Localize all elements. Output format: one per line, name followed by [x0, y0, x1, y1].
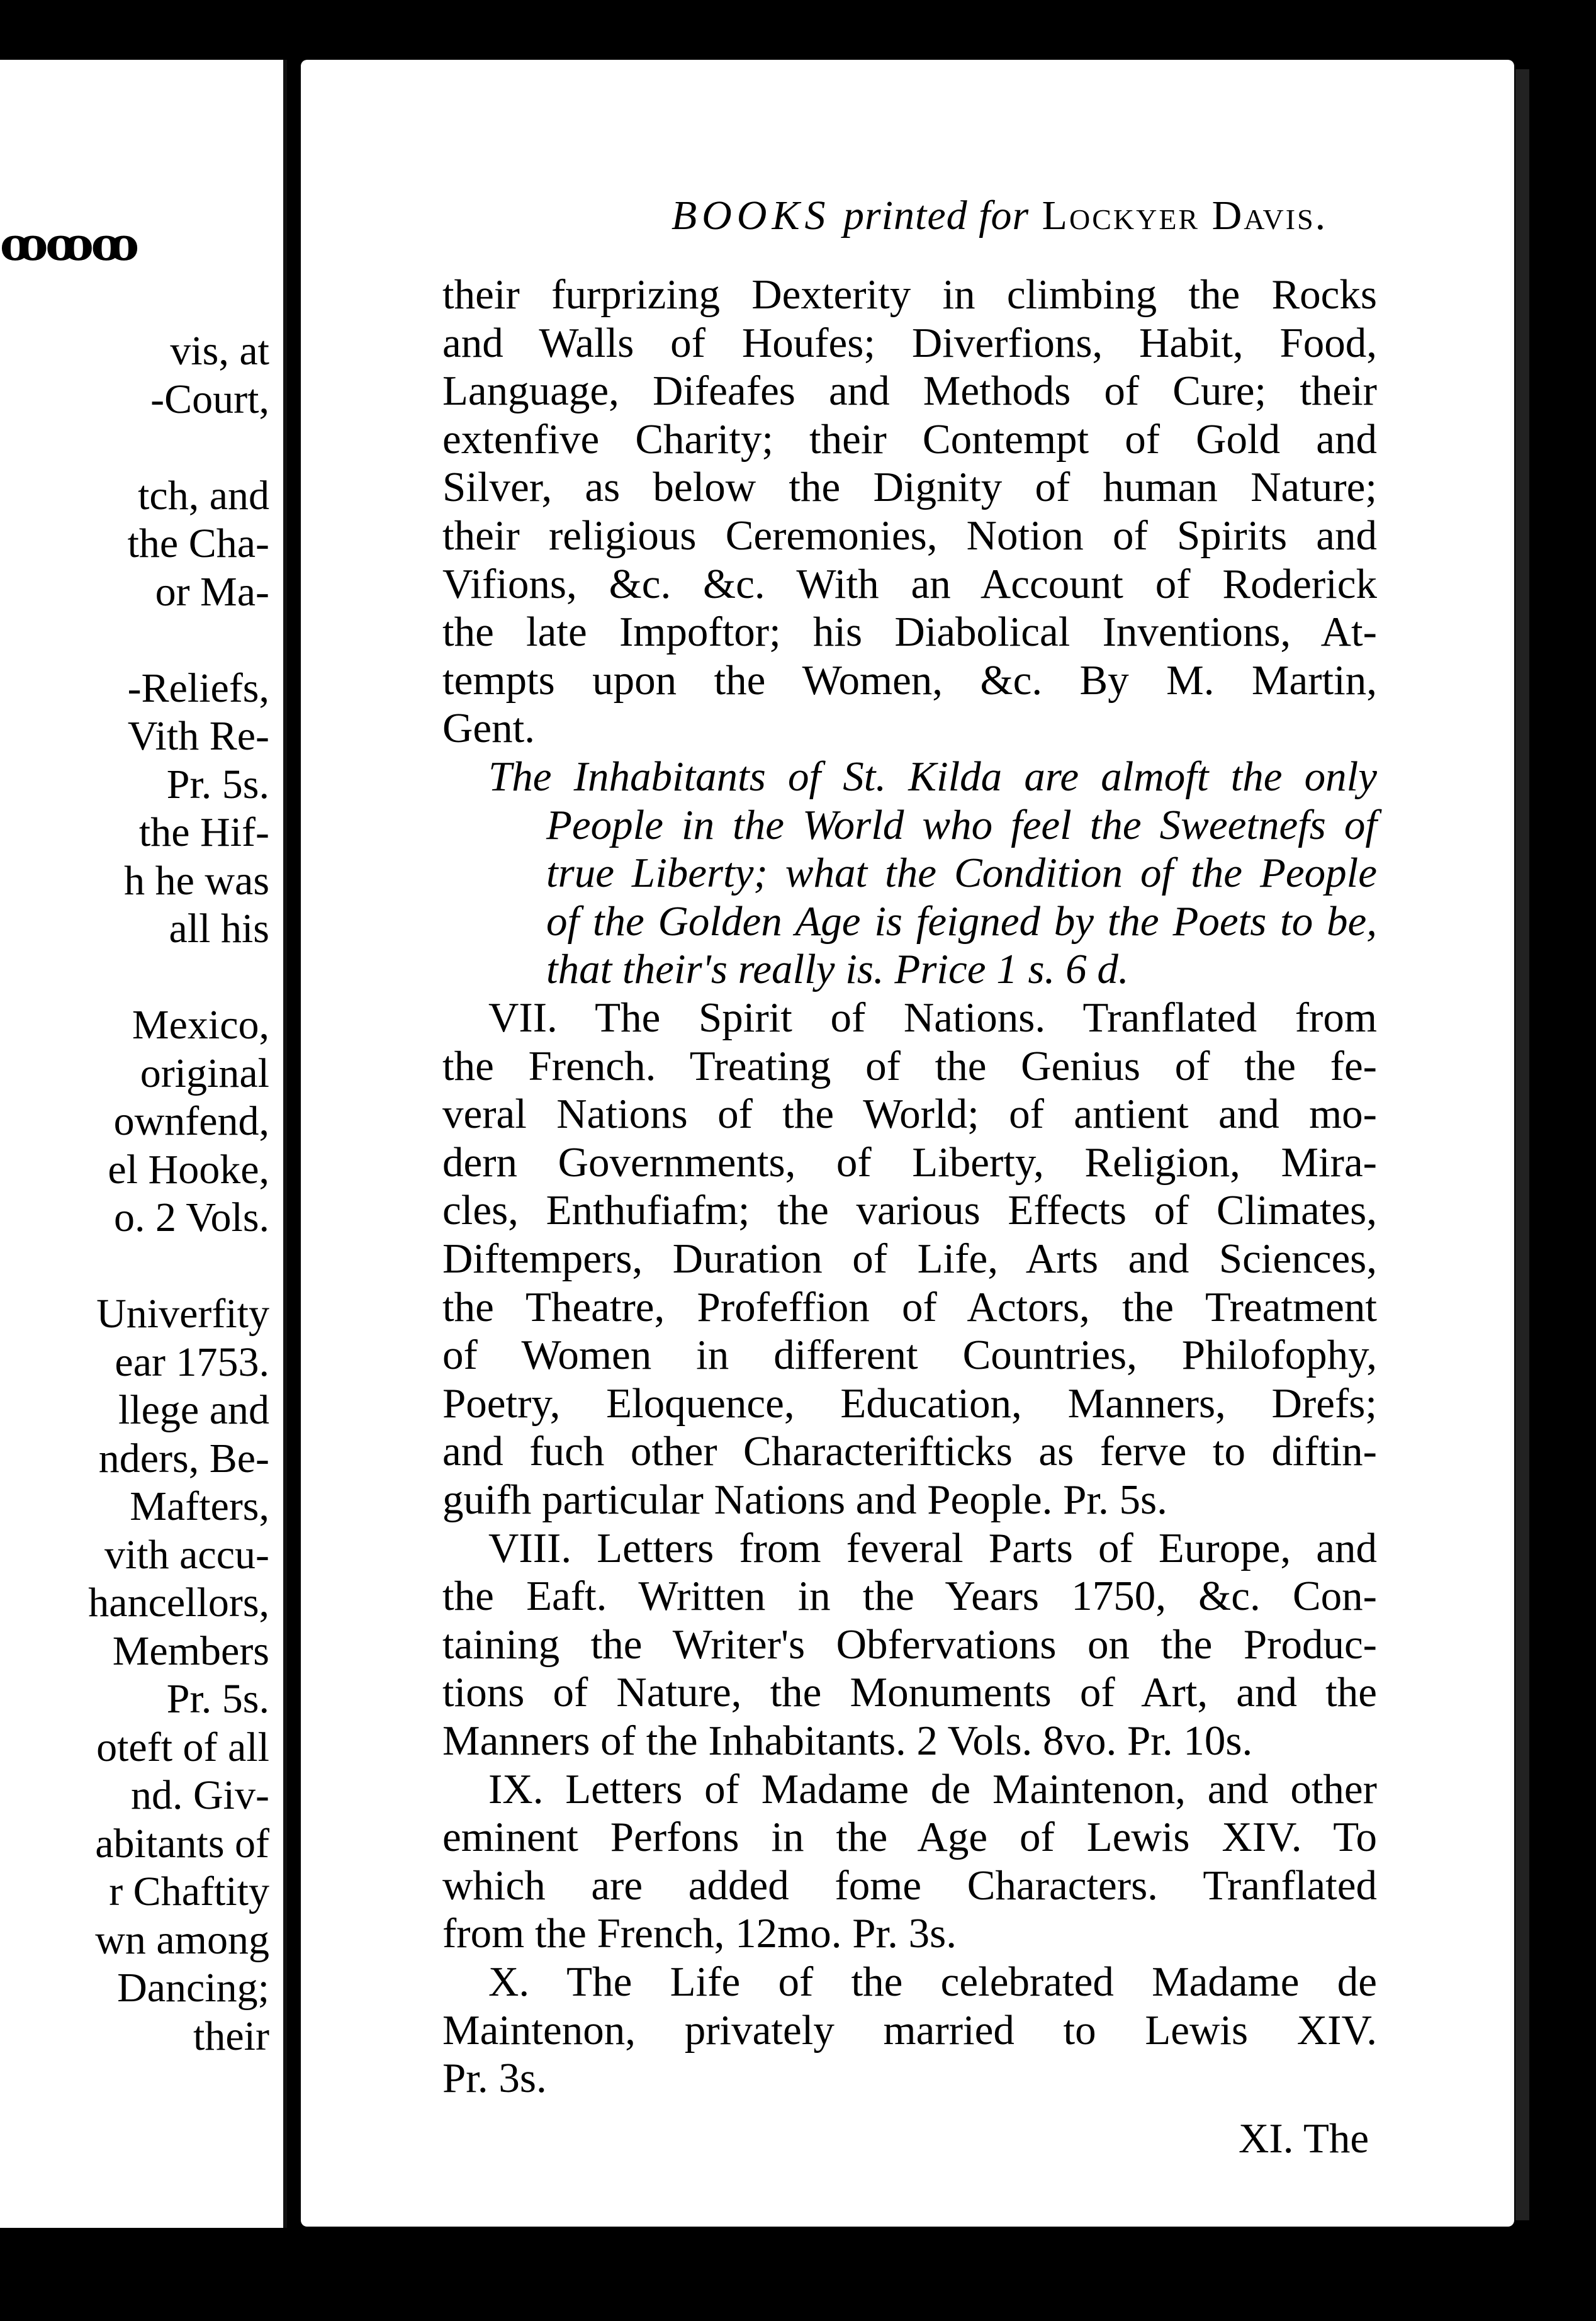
text-line: Gent.	[442, 705, 535, 752]
text-line: Manners of the Inhabitants. 2 Vols. 8vo. Pr. 10s.	[442, 1717, 1253, 1764]
left-page-line: -Reliefs,	[127, 665, 269, 711]
text-line: and Walls of Houfes; Diverfions, Habit, Food,	[442, 319, 1377, 366]
left-page-line: ear 1753.	[115, 1339, 269, 1385]
left-page-line: wn among	[95, 1916, 269, 1963]
left-page-line: llege and	[118, 1387, 269, 1433]
text-line: People in the World who feel the Sweetnefs of	[546, 801, 1377, 848]
left-page-line: Mafters,	[130, 1483, 269, 1529]
text-line: Language, Difeafes and Methods of Cure; their	[442, 368, 1377, 415]
text-line: their religious Ceremonies, Notion of Spirits and	[442, 512, 1377, 559]
text-line: Maintenon, privately married to Lewis XIV.	[442, 2006, 1377, 2054]
left-page-line: -Court,	[150, 376, 269, 422]
text-line: cles, Enthufiafm; the various Effects of Climates,	[442, 1187, 1377, 1234]
left-page-line: Members	[112, 1627, 269, 1674]
text-line: the Eaft. Written in the Years 1750, &c. Con-	[442, 1573, 1377, 1620]
left-page-line: Dancing;	[117, 1965, 269, 2011]
left-page-line: hancellors,	[88, 1580, 269, 1626]
page-edge-shadow	[1515, 69, 1529, 2220]
text-line: taining the Writer's Obfervations on the Produc-	[442, 1621, 1377, 1668]
left-page-line: o. 2 Vols.	[114, 1194, 269, 1240]
text-line: the late Impoftor; his Diabolical Inventions, At-	[442, 609, 1377, 656]
text-line: the French. Treating of the Genius of the fe-	[442, 1042, 1377, 1089]
running-head-printed-for: printed for	[843, 193, 1030, 239]
left-page-line: Vith Re-	[127, 713, 269, 759]
left-facing-page	[0, 60, 287, 2228]
text-line: extenfive Charity; their Contempt of Gold and	[442, 415, 1377, 463]
text-line: IX. Letters of Madame de Maintenon, and other	[488, 1765, 1377, 1812]
left-page-line: tch, and	[138, 472, 269, 519]
text-line: dern Governments, of Liberty, Religion, Mira-	[442, 1138, 1377, 1186]
running-head-publisher: Lockyer Davis.	[1042, 193, 1328, 239]
left-page-line: vis, at	[170, 328, 269, 374]
left-page-line: ownfend,	[113, 1098, 269, 1144]
left-page-line: Pr. 5s.	[166, 761, 269, 807]
left-page-line: oteft of all	[96, 1724, 269, 1770]
left-page-line: nd. Giv-	[131, 1772, 269, 1818]
text-line: their furprizing Dexterity in climbing the Rocks	[442, 271, 1377, 318]
left-page-line: the Hif-	[138, 809, 269, 855]
left-page-line: vith accu-	[104, 1531, 269, 1578]
left-page-line: Mexico,	[132, 1002, 269, 1048]
text-line: and fuch other Characterifticks as ferve to diftin-	[442, 1428, 1377, 1475]
text-line: of the Golden Age is feigned by the Poets to be,	[546, 897, 1377, 945]
ornament-band: ꝏꝏꝏ	[0, 220, 137, 270]
text-line: Silver, as below the Dignity of human Nature;	[442, 464, 1377, 511]
text-line: tions of Nature, the Monuments of Art, and the	[442, 1669, 1377, 1716]
text-line: Pr. 3s.	[442, 2055, 547, 2102]
text-line: guifh particular Nations and People. Pr. 5s.	[442, 1476, 1167, 1523]
text-line: the Theatre, Profeffion of Actors, the Treatment	[442, 1283, 1377, 1330]
catchword: XI. The	[1239, 2115, 1369, 2162]
text-line: The Inhabitants of St. Kilda are almoft the only	[488, 753, 1377, 800]
text-line: from the French, 12mo. Pr. 3s.	[442, 1910, 957, 1957]
left-page-line: el Hooke,	[108, 1146, 269, 1193]
text-line: VII. The Spirit of Nations. Tranflated from	[488, 994, 1377, 1041]
left-page-line: nders, Be-	[98, 1435, 269, 1481]
running-head	[534, 192, 1465, 240]
left-page-line: their	[193, 2013, 269, 2059]
text-line: tempts upon the Women, &c. By M. Martin,	[442, 656, 1377, 704]
text-line: Diftempers, Duration of Life, Arts and Sciences,	[442, 1235, 1377, 1282]
text-line: VIII. Letters from feveral Parts of Europe, and	[488, 1524, 1377, 1571]
text-line: true Liberty; what the Condition of the People	[546, 850, 1377, 897]
text-line: Vifions, &c. &c. With an Account of Roderick	[442, 560, 1377, 607]
left-page-line: all his	[169, 906, 269, 952]
left-page-line: Univerfity	[96, 1291, 269, 1337]
right-page	[301, 60, 1514, 2227]
left-page-line: or Ma-	[155, 568, 269, 615]
text-line: which are added fome Characters. Tranflated	[442, 1862, 1377, 1909]
text-line: eminent Perfons in the Age of Lewis XIV. To	[442, 1814, 1377, 1861]
left-page-line: h he was	[124, 857, 269, 904]
text-line: that their's really is. Price 1 s. 6 d.	[546, 946, 1129, 993]
left-page-line: r Chaftity	[109, 1869, 269, 1914]
text-line: X. The Life of the celebrated Madame de	[488, 1959, 1377, 2005]
left-page-line: the Cha-	[127, 520, 269, 566]
text-line: Poetry, Eloquence, Education, Manners, Drefs;	[442, 1380, 1377, 1427]
left-page-line: Pr. 5s.	[166, 1676, 269, 1722]
text-line: veral Nations of the World; of antient and mo-	[442, 1091, 1377, 1138]
left-page-line: original	[140, 1050, 269, 1096]
running-head-books: BOOKS	[671, 193, 831, 239]
text-line: of Women in different Countries, Philofophy,	[442, 1332, 1377, 1379]
left-page-line: abitants of	[95, 1820, 269, 1867]
